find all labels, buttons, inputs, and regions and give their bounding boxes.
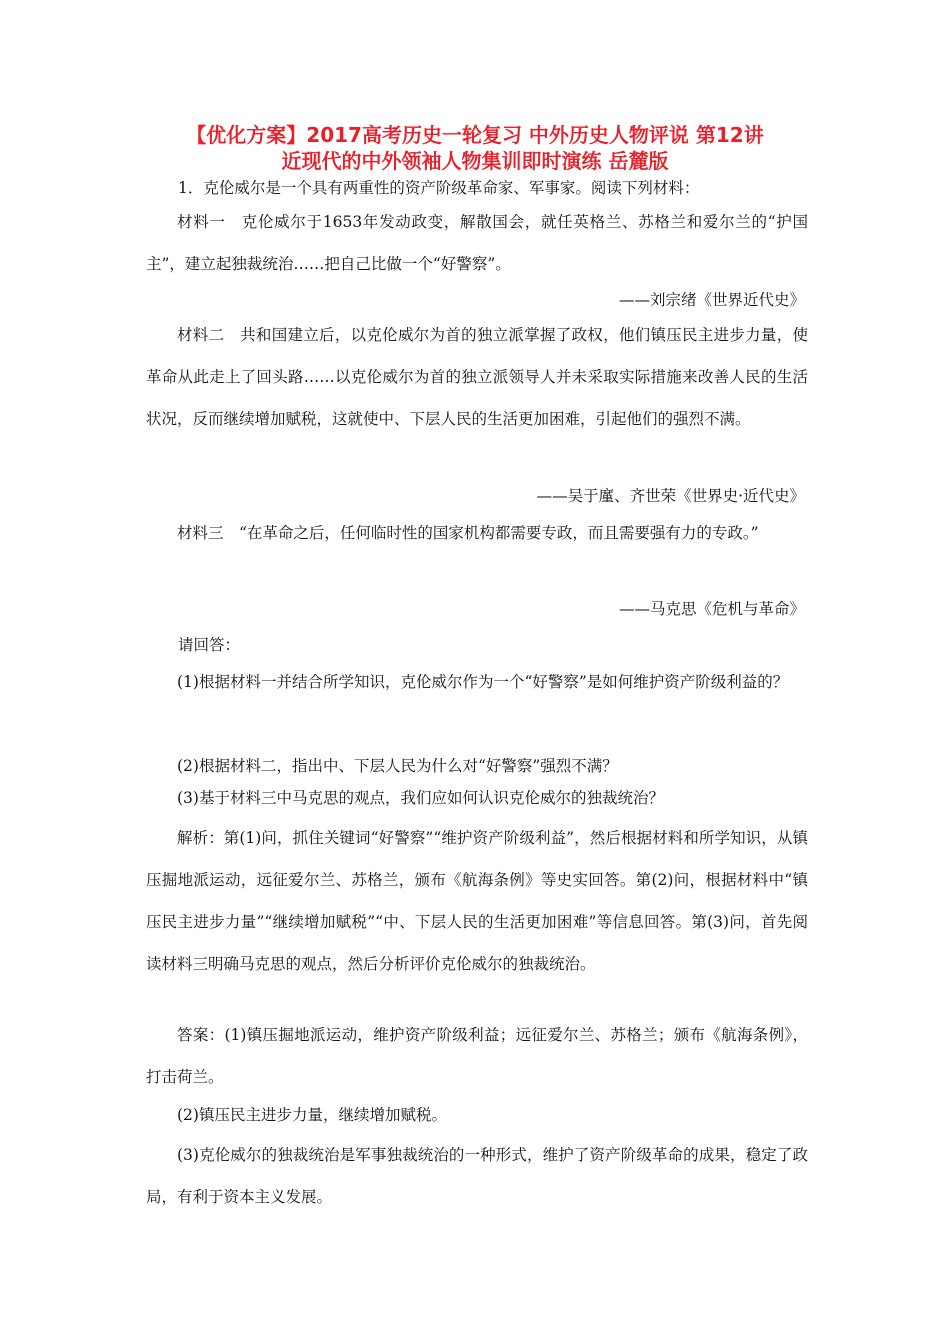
question-prompt: 请回答： [178, 636, 241, 654]
question-intro: 1．克伦威尔是一个具有两重性的资产阶级革命家、军事家。阅读下列材料： [178, 179, 700, 197]
answer-3: (3)克伦威尔的独裁统治是军事独裁统治的一种形式，维护了资产阶级革命的成果，稳定了政局，有利于资本主义发展。 [146, 1146, 808, 1206]
material-3: 材料三 “在革命之后，任何临时性的国家机构都需要专政，而且需要强有力的专政。” [177, 524, 759, 542]
document-title-line-2: 近现代的中外领袖人物集训即时演练 岳麓版 [281, 149, 669, 173]
analysis-text: 解析：第(1)问，抓住关键词“好警察”“维护资产阶级利益”，然后根据材料和所学知识，从镇压掘地派运动，远征爱尔兰、苏格兰，颁布《航海条例》等史实回答。第(2)问，根据材料中“镇压民主进步力量”“继续增加赋税”“中、下层人民的生活更加困难”等信息回答。第(3)问，首先阅读材料三明确马克思的观点，然后分析评价克伦威尔的独裁统治。 [146, 829, 808, 973]
material-2-source: ——吴于廑、齐世荣《世界史·近代史》 [536, 487, 805, 505]
material-1-source: ——刘宗绪《世界近代史》 [618, 291, 805, 309]
sub-question-1: (1)根据材料一并结合所学知识，克伦威尔作为一个“好警察”是如何维护资产阶级利益的？ [177, 673, 789, 691]
material-2: 材料二 共和国建立后，以克伦威尔为首的独立派掌握了政权，他们镇压民主进步力量，使革命从此走上了回头路……以克伦威尔为首的独立派领导人并未采取实际措施来改善人民的生活状况，反而继续增加赋税，这就使中、下层人民的生活更加困难，引起他们的强烈不满。 [146, 326, 808, 428]
material-3-source: ——马克思《危机与革命》 [618, 600, 805, 618]
answer-2: (2)镇压民主进步力量，继续增加赋税。 [177, 1106, 447, 1124]
sub-question-2: (2)根据材料二，指出中、下层人民为什么对“好警察”强烈不满？ [177, 757, 618, 775]
sub-question-3: (3)基于材料三中马克思的观点，我们应如何认识克伦威尔的独裁统治？ [177, 789, 664, 807]
material-1: 材料一 克伦威尔于1653年发动政变，解散国会，就任英格兰、苏格兰和爱尔兰的“护国主”，建立起独裁统治……把自己比做一个“好警察”。 [146, 213, 808, 273]
answer-1: 答案：(1)镇压掘地派运动，维护资产阶级利益；远征爱尔兰、苏格兰；颁布《航海条例》，打击荷兰。 [146, 1026, 808, 1086]
document-title-line-1: 【优化方案】2017高考历史一轮复习 中外历史人物评说 第12讲 [186, 123, 764, 147]
